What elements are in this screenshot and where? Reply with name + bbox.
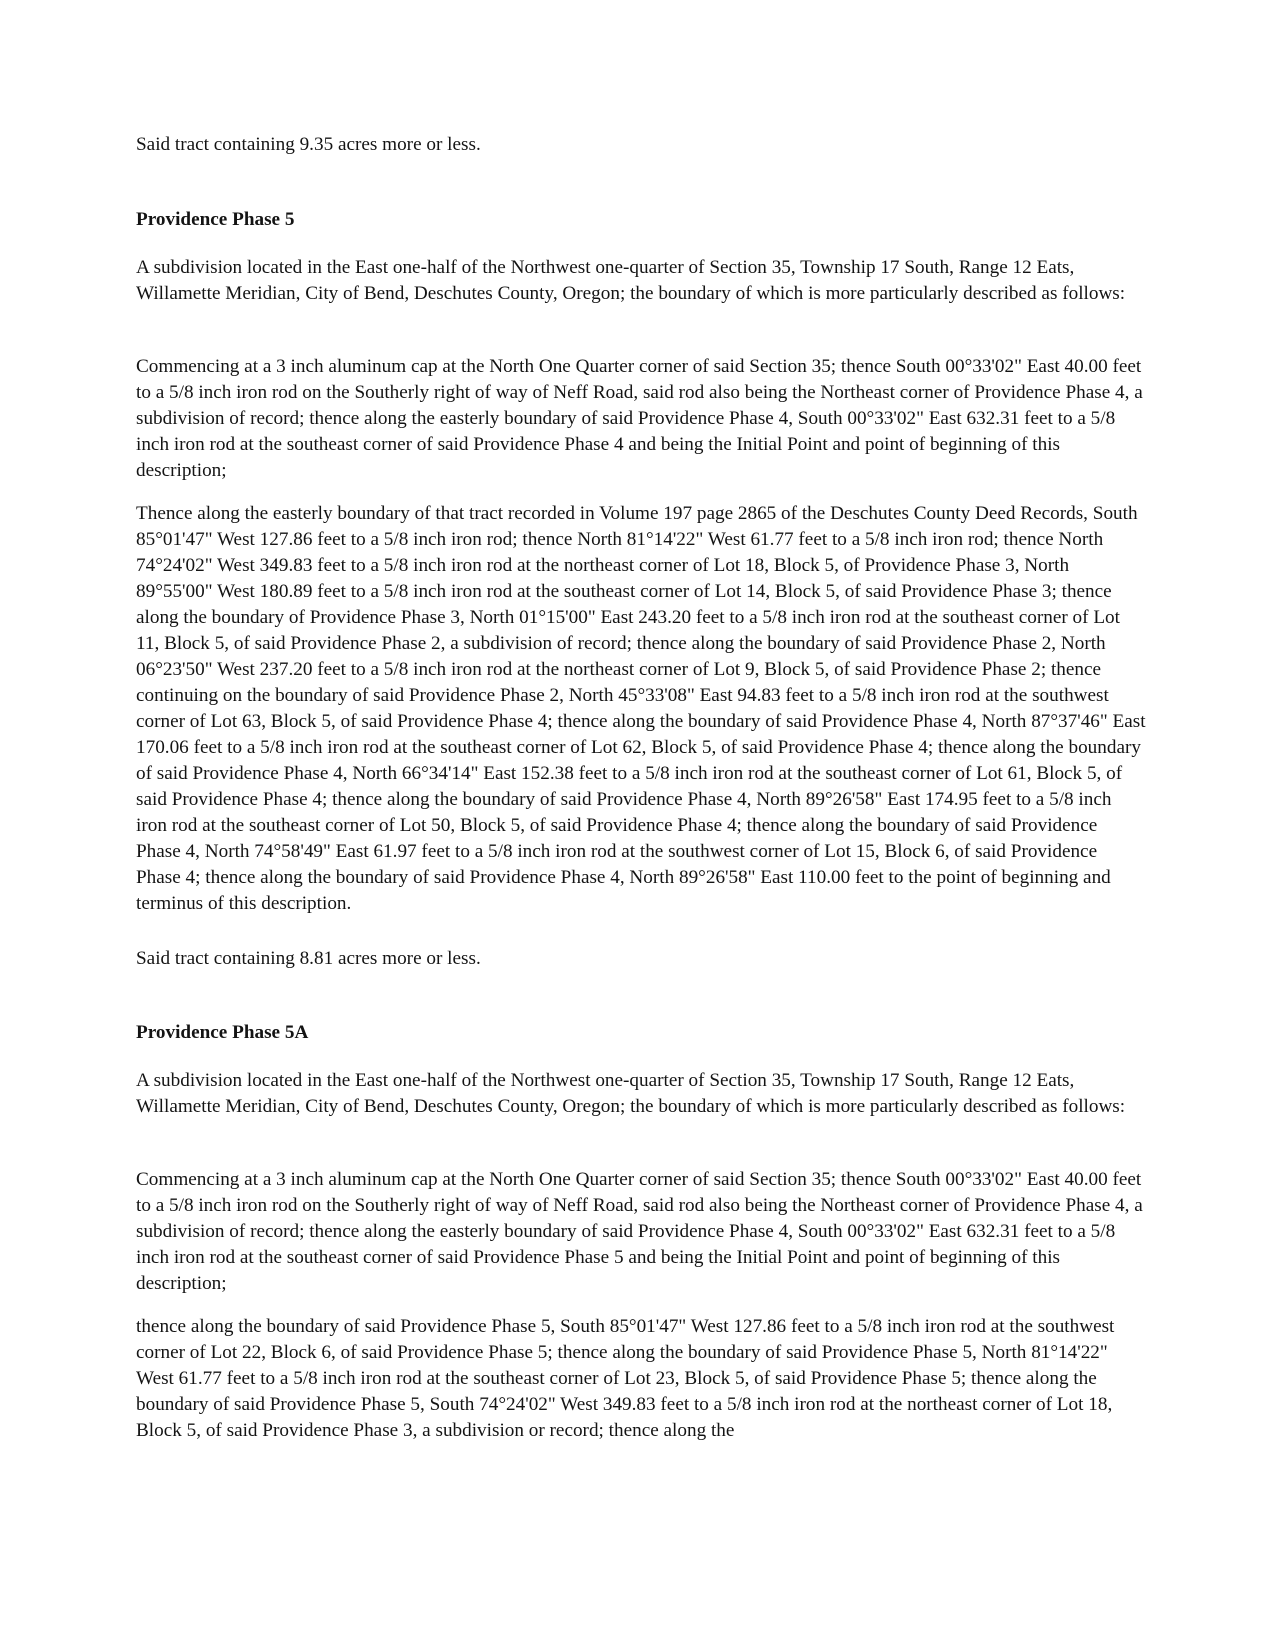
heading-providence-phase-5: Providence Phase 5 (136, 209, 295, 230)
phase5a-commencing-paragraph: Commencing at a 3 inch aluminum cap at the North One Quarter corner of said Section 35; thence South 00°33'02" East 40.00 feet to a 5/8 inch iron rod on the Southerly right of way of Neff Road, said rod also being the Northeast corner of Providence Phase 4, a subdivision of record; thence along the easterly boundary of said Providence Phase 4, South 00°33'02" East 632.31 feet to a 5/8 inch iron rod at the southeast corner of said Providence Phase 5 and being the Initial Point and point of beginning of this description; (136, 1169, 1143, 1294)
tract-acreage-9-35: Said tract containing 9.35 acres more or less. (136, 134, 481, 155)
heading-providence-phase-5a: Providence Phase 5A (136, 1022, 309, 1043)
phase5a-boundary-paragraph: thence along the boundary of said Providence Phase 5, South 85°01'47" West 127.86 feet to a 5/8 inch iron rod at the southwest corner of Lot 22, Block 6, of said Providence Phase 5; thence along the boundary of said Providence Phase 5, North 81°14'22" West 61.77 feet to a 5/8 inch iron rod at the southeast corner of Lot 23, Block 5, of said Providence Phase 5; thence along the boundary of said Providence Phase 5, South 74°24'02" West 349.83 feet to a 5/8 inch iron rod at the northeast corner of Lot 18, Block 5, of said Providence Phase 3, a subdivision or record; thence along the (136, 1316, 1115, 1441)
tract-acreage-8-81: Said tract containing 8.81 acres more or less. (136, 948, 481, 969)
phase5-boundary-paragraph: Thence along the easterly boundary of that tract recorded in Volume 197 page 2865 of the Deschutes County Deed Records, South 85°01'47" West 127.86 feet to a 5/8 inch iron rod; thence North 81°14'22" West 61.77 feet to a 5/8 inch iron rod; thence North 74°24'02" West 349.83 feet to a 5/8 inch iron rod at the northeast corner of Lot 18, Block 5, of Providence Phase 3, North 89°55'00" West 180.89 feet to a 5/8 inch iron rod at the southeast corner of Lot 14, Block 5, of said Providence Phase 3; thence along the boundary of Providence Phase 3, North 01°15'00" East 243.20 feet to a 5/8 inch iron rod at the southeast corner of Lot 11, Block 5, of said Providence Phase 2, a subdivision of record; thence along the boundary of said Providence Phase 2, North 06°23'50" West 237.20 feet to a 5/8 inch iron rod at the northeast corner of Lot 9, Block 5, of said Providence Phase 2; thence continuing on the boundary of said Providence Phase 2, North 45°33'08" East 94.83 feet to a 5/8 inch iron rod at the southwest corner of Lot 63, Block 5, of said Providence Phase 4; thence along the boundary of said Providence Phase 4, North 87°37'46" East 170.06 feet to a 5/8 inch iron rod at the southeast corner of Lot 62, Block 5, of said Providence Phase 4; thence along the boundary of said Providence Phase 4, North 66°34'14" East 152.38 feet to a 5/8 inch iron rod at the southeast corner of Lot 61, Block 5, of said Providence Phase 4; thence along the boundary of said Providence Phase 4, North 89°26'58" East 174.95 feet to a 5/8 inch iron rod at the southeast corner of Lot 50, Block 5, of said Providence Phase 4; thence along the boundary of said Providence Phase 4, North 74°58'49" East 61.97 feet to a 5/8 inch iron rod at the southwest corner of Lot 15, Block 6, of said Providence Phase 4; thence along the boundary of said Providence Phase 4, North 89°26'58" East 110.00 feet to the point of beginning and terminus of this description. (136, 503, 1146, 914)
phase5-commencing-paragraph: Commencing at a 3 inch aluminum cap at the North One Quarter corner of said Section 35; thence South 00°33'02" East 40.00 feet to a 5/8 inch iron rod on the Southerly right of way of Neff Road, said rod also being the Northeast corner of Providence Phase 4, a subdivision of record; thence along the easterly boundary of said Providence Phase 4, South 00°33'02" East 632.31 feet to a 5/8 inch iron rod at the southeast corner of said Providence Phase 4 and being the Initial Point and point of beginning of this description; (136, 356, 1143, 481)
phase5-location-paragraph: A subdivision located in the East one-half of the Northwest one-quarter of Section 35, Township 17 South, Range 12 Eats, Willamette Meridian, City of Bend, Deschutes County, Oregon; the boundary of which is more particularly described as follows: (136, 257, 1126, 304)
phase5a-location-paragraph: A subdivision located in the East one-half of the Northwest one-quarter of Section 35, Township 17 South, Range 12 Eats, Willamette Meridian, City of Bend, Deschutes County, Oregon; the boundary of which is more particularly described as follows: (136, 1070, 1126, 1117)
